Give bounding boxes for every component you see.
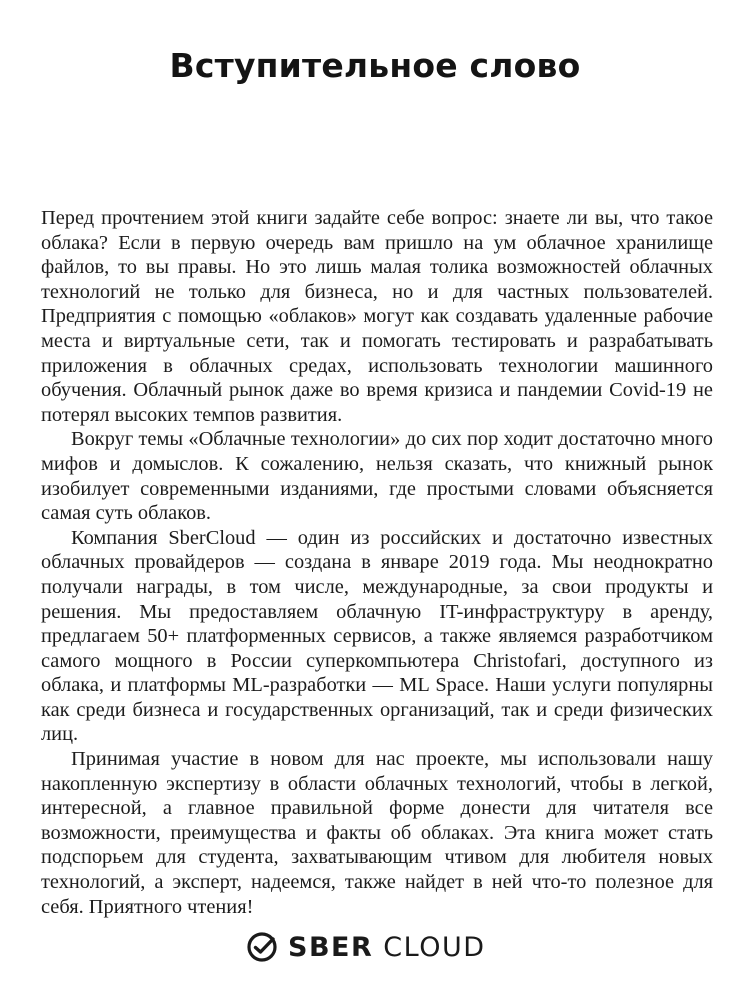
body-text bbox=[41, 206, 713, 919]
sber-cloud-logo bbox=[246, 924, 486, 970]
logo-wordmark bbox=[288, 932, 486, 963]
check-circle-icon bbox=[246, 931, 278, 963]
logo-word-cloud: CLOUD bbox=[383, 931, 486, 963]
paragraph-3: Компания SberCloud — один из российских и достаточно известных облачных провайдеров — создана в январе 2019 года. Мы неоднократно получали награды, в том числе, международные, за свои продукты и решения. Мы предоставляем облачную IT-инфраструктуру в аренду, предлагаем 50+ платформенных сервисов, а также являемся разработчиком самого мощного в России суперкомпьютера Christofari, доступного из облака, и платформы ML-разработки — ML Space. Наши услуги популярны как среди бизнеса и государственных организаций, так и среди физических лиц. bbox=[41, 526, 713, 746]
paragraph-2: Вокруг темы «Облачные технологии» до сих пор ходит достаточно много мифов и домыслов. К сожалению, нельзя сказать, что книжный рынок изобилует современными изданиями, где простыми словами объясняется самая суть облаков. bbox=[41, 428, 713, 525]
logo-word-sber: SBER bbox=[288, 931, 374, 963]
paragraph-1: Перед прочтением этой книги задайте себе вопрос: знаете ли вы, что такое облака? Если в первую очередь вам пришло на ум облачное хранилище файлов, то вы правы. Но это лишь малая толика возможностей облачных технологий не только для бизнеса, но и для частных пользователей. Предприятия с помощью «облаков» могут как создавать удаленные рабочие места и виртуальные сети, так и помогать тестировать и разрабатывать приложения в облачных средах, использовать технологии машинного обучения. Облачный рынок даже во время кризиса и пандемии Covid-19 не потерял высоких темпов развития. bbox=[41, 207, 713, 426]
paragraph-4: Принимая участие в новом для нас проекте, мы использовали нашу накопленную экспертизу в области облачных технологий, чтобы в легкой, интересной, а главное правильной форме донести для читателя все возможности, преимущества и факты об облаках. Эта книга может стать подспорьем для студента, захватывающим чтивом для любителя новых технологий, а эксперт, надеемся, также найдет в ней что-то полезное для себя. Приятного чтения! bbox=[41, 748, 713, 918]
page-title: Вступительное слово bbox=[169, 46, 581, 85]
